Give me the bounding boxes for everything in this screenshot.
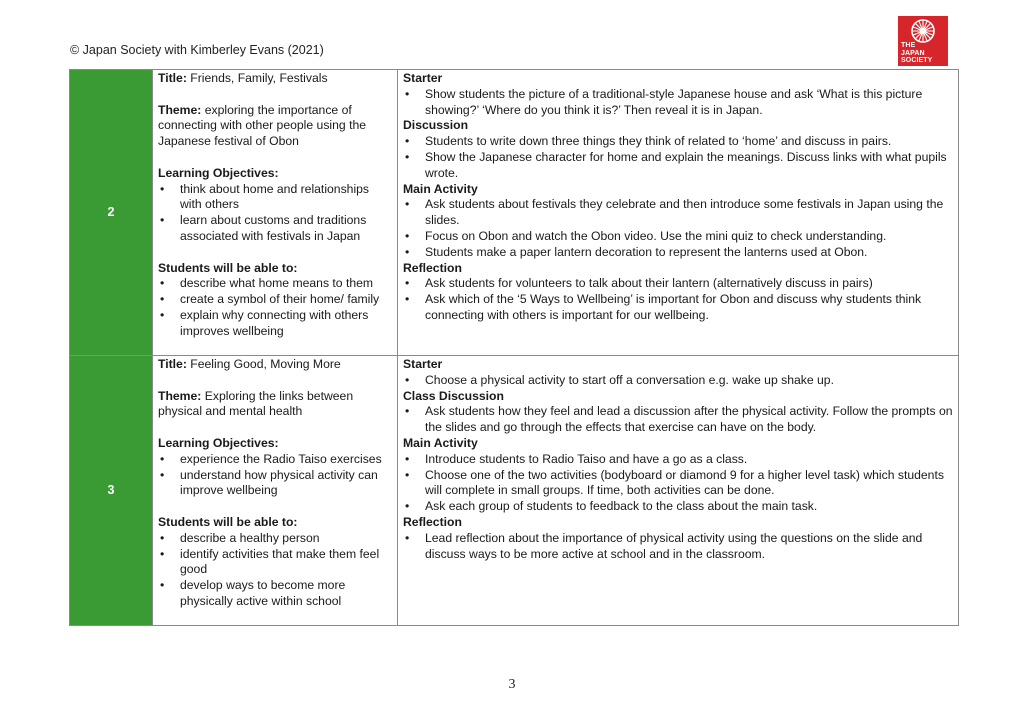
section-list (403, 452, 953, 515)
lesson-title: Title: Friends, Family, Festivals (158, 71, 328, 85)
list-item: • Ask students about festivals they celebrate and then introduce some festivals in Japan using the slides. (403, 197, 953, 229)
lesson-number: 2 (70, 70, 153, 356)
section-heading: Class Discussion (403, 388, 504, 403)
list-item: • identify activities that make them feel good (158, 547, 392, 579)
list-item: • describe what home means to them (158, 276, 392, 292)
lesson-plan-table (69, 69, 959, 626)
list-item: • Students make a paper lantern decoration to represent the lanterns used at Obon. (403, 245, 953, 261)
outcomes-heading: Students will be able to: (158, 514, 298, 529)
objectives-list (158, 452, 392, 499)
lesson-activities (398, 356, 959, 626)
outcomes-heading: Students will be able to: (158, 260, 298, 275)
section-list (403, 373, 953, 389)
header-credit: © Japan Society with Kimberley Evans (2021) (70, 43, 324, 57)
section-list (403, 531, 953, 563)
page-number: 3 (508, 677, 516, 692)
list-item: • think about home and relationships with others (158, 182, 392, 214)
lesson-number: 3 (70, 356, 153, 626)
objectives-heading: Learning Objectives: (158, 435, 279, 450)
outcomes-list (158, 276, 392, 339)
list-item: • understand how physical activity can improve wellbeing (158, 468, 392, 500)
list-item: • Focus on Obon and watch the Obon video. Use the mini quiz to check understanding. (403, 229, 953, 245)
section-heading: Main Activity (403, 435, 478, 450)
lesson-overview (153, 70, 398, 356)
outcomes-list (158, 531, 392, 610)
lesson-row (70, 356, 959, 626)
list-item: • learn about customs and traditions associated with festivals in Japan (158, 213, 392, 245)
list-item: • Ask students for volunteers to talk about their lantern (alternatively discuss in pairs) (403, 276, 953, 292)
section-heading: Discussion (403, 118, 469, 133)
sun-wheel-icon (910, 18, 936, 44)
list-item: • experience the Radio Taiso exercises (158, 452, 392, 468)
list-item: • describe a healthy person (158, 531, 392, 547)
objectives-list (158, 182, 392, 245)
list-item: • Ask students how they feel and lead a discussion after the physical activity. Follow the prompts on the slides and go through the effects that exercise can have on the body. (403, 404, 953, 436)
section-heading: Main Activity (403, 181, 478, 196)
section-heading: Starter (403, 357, 443, 371)
list-item: • Ask which of the ‘5 Ways to Wellbeing’ is important for Obon and discuss why students think connecting with others is important for our wellbeing. (403, 292, 953, 324)
list-item: • Choose a physical activity to start off a conversation e.g. wake up shake up. (403, 373, 953, 389)
list-item: • Introduce students to Radio Taiso and have a go as a class. (403, 452, 953, 468)
list-item: • Show the Japanese character for home and explain the meanings. Discuss links with what pupils wrote. (403, 150, 953, 182)
lesson-theme: Theme: Exploring the links between physical and mental health (158, 388, 354, 419)
list-item: • Ask each group of students to feedback to the class about the main task. (403, 499, 953, 515)
list-item: • explain why connecting with others improves wellbeing (158, 308, 392, 340)
list-item: • develop ways to become more physically active within school (158, 578, 392, 610)
list-item: • Choose one of the two activities (bodyboard or diamond 9 for a higher level task) which students will complete in small groups. If time, both activities can be done. (403, 468, 953, 500)
objectives-heading: Learning Objectives: (158, 165, 279, 180)
lesson-title: Title: Feeling Good, Moving More (158, 357, 341, 371)
lesson-row (70, 70, 959, 356)
logo-text: THE JAPAN SOCIETY (901, 42, 933, 64)
section-heading: Starter (403, 71, 443, 85)
section-heading: Reflection (403, 514, 462, 529)
section-list (403, 134, 953, 181)
lesson-activities (398, 70, 959, 356)
list-item: • Lead reflection about the importance of physical activity using the questions on the slide and discuss ways to be more active at school and in the classroom. (403, 531, 953, 563)
list-item: • Show students the picture of a traditional-style Japanese house and ask ‘What is this picture showing?’ ‘Where do you think it is?’ Then reveal it is in Japan. (403, 87, 953, 119)
list-item: • create a symbol of their home/ family (158, 292, 392, 308)
section-list (403, 276, 953, 323)
list-item: • Students to write down three things they think of related to ‘home’ and discuss in pairs. (403, 134, 953, 150)
lesson-theme: Theme: exploring the importance of connecting with other people using the Japanese festival of Obon (158, 102, 367, 149)
section-list (403, 404, 953, 436)
section-list (403, 87, 953, 119)
section-list (403, 197, 953, 260)
japan-society-logo (898, 16, 948, 66)
lesson-overview (153, 356, 398, 626)
section-heading: Reflection (403, 260, 462, 275)
